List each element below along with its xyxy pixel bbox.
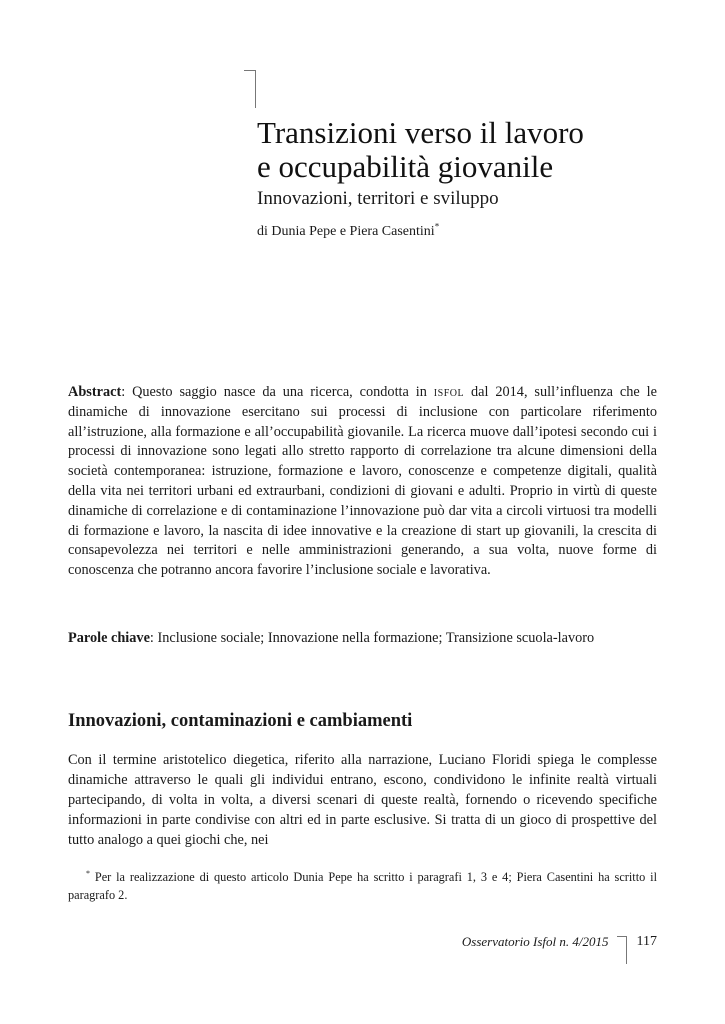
article-subtitle: Innovazioni, territori e sviluppo	[257, 188, 499, 209]
footnote-mark: *	[86, 868, 90, 878]
keywords-text: : Inclusione sociale; Innovazione nella formazione; Transizione scuola-lavoro	[149, 630, 595, 646]
section-body-paragraph: Con il termine aristotelico diegetica, riferito alla narrazione, Luciano Floridi spiega le complesse dinamiche attraverso le quali gli individui entrano, escono, condividono le infinite realtà virtuali partecipando, di volta in volta, a diversi scenari di queste realtà, fornendo o ricevendo specifiche informazioni in parte condivise con altri ed in parte esclusive. Si tratta di un gioco di prospettive del tutto analogo a quei giochi che, nei	[68, 752, 657, 848]
corner-crop-mark	[244, 70, 256, 108]
abstract-paragraph	[68, 383, 657, 581]
page-footer	[462, 933, 657, 963]
journal-citation: Osservatorio Isfol n. 4/2015	[461, 934, 609, 949]
keywords-label: Parole chiave	[68, 630, 150, 646]
footer-crop-mark	[617, 936, 627, 964]
title-line-1: Transizioni verso il lavoro	[257, 115, 584, 150]
title-line-2: e occupabilità giovanile	[257, 149, 554, 184]
article-authors	[257, 223, 677, 241]
author-footnote-mark: *	[434, 221, 440, 232]
footnote	[68, 868, 657, 904]
abstract-text-before: : Questo saggio nasce da una ricerca, condotta in	[121, 384, 434, 400]
section-heading: Innovazioni, contaminazioni e cambiamenti	[68, 711, 413, 731]
keywords-paragraph	[68, 629, 657, 649]
article-title	[257, 116, 677, 184]
article-header	[257, 116, 677, 241]
authors-text: di Dunia Pepe e Piera Casentini	[257, 224, 435, 239]
abstract-org-name: isfol	[433, 384, 465, 400]
abstract-label: Abstract	[68, 384, 122, 400]
abstract-text-after: dal 2014, sull’influenza che le dinamiche di innovazione esercitano sui processi di inclusione con particolare riferimento all’istruzione, alla formazione e all’occupabilità giovanile. La ricerca muove dall’ipotesi secondo cui i processi di innovazione sono legati allo stretto rapporto di correlazione tra alcune dimensioni della società contemporanea: istruzione, formazione e lavoro, conoscenze e competenze digitali, qualità della vita nei territori urbani ed extraurbani, condizioni di giovani e adulti. Proprio in virtù di queste dinamiche di correlazione e di contaminazione l’innovazione può dar vita a circoli virtuosi tra modelli di formazione e lavoro, la nascita di idee innovative e la creazione di start up giovanili, la crescita di consapevolezza nei territori e nelle amministrazioni generando, a sua volta, nuove forme di conoscenza che potranno ancora favorire l’inclusione sociale e lavorativa.	[68, 384, 657, 579]
footnote-text: Per la realizzazione di questo articolo Dunia Pepe ha scritto i paragrafi 1, 3 e 4; Piera Casentini ha scritto il paragrafo 2.	[68, 870, 657, 902]
page-number: 117	[636, 934, 657, 949]
